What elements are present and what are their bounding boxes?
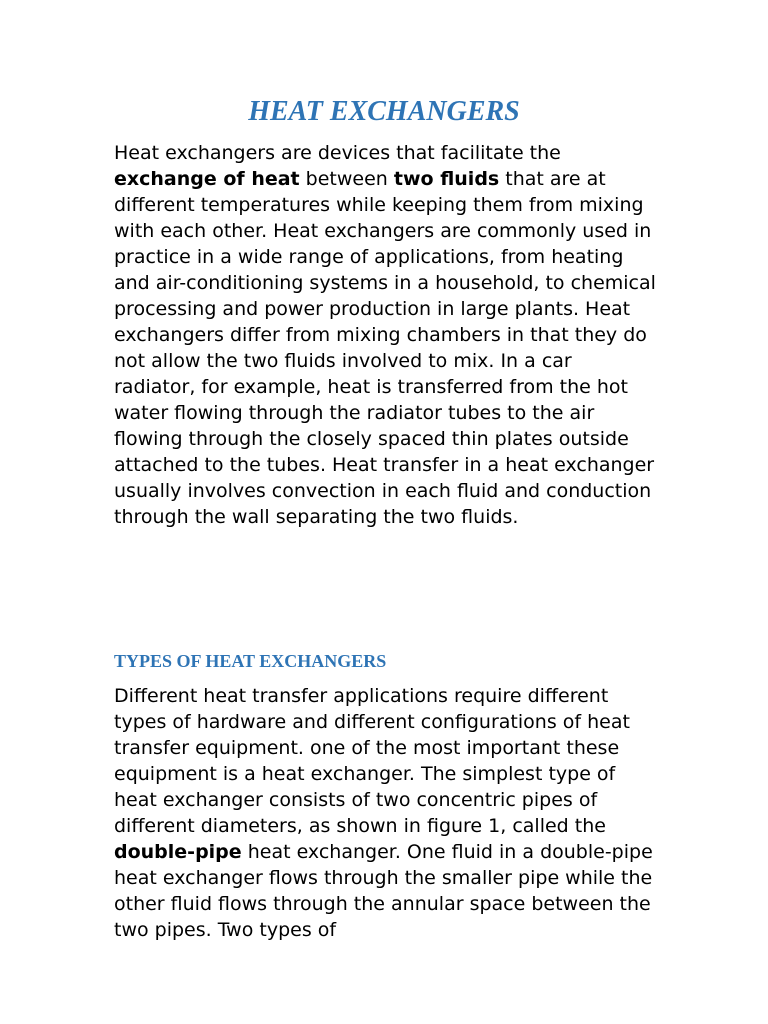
document-title: HEAT EXCHANGERS [248, 96, 520, 127]
text-run: that are at different temperatures while keeping them from mixing with each other. Heat exchangers are commonly used in practice in a wide range of applications, from heating and air-conditioning systems in a household, to chemical processing and power production in large plants. Heat exchangers differ from mixing chambers in that they do not allow the two fluids involved to mix. In a car radiator, for example, heat is transferred from the hot water flowing through the radiator tubes to the air flowing through the closely spaced thin plates outside attached to the tubes. Heat transfer in a heat exchanger usually involves convection in each fluid and conduction through the wall separating the two fluids. [114, 168, 656, 528]
text-run: Different heat transfer applications require different types of hardware and different configurations of heat transfer equipment. one of the most important these equipment is a heat exchanger. The simplest type of heat exchanger consists of two concentric pipes of different diameters, as shown in figure 1, called the [114, 685, 630, 837]
bold-text: two fluids [393, 168, 500, 190]
text-run: between [299, 168, 394, 190]
section-heading: TYPES OF HEAT EXCHANGERS [114, 651, 387, 671]
text-run: Heat exchangers are devices that facilitate the [114, 142, 561, 164]
types-paragraph [114, 683, 659, 943]
text-run: heat exchanger. One fluid in a double-pipe heat exchanger flows through the smaller pipe while the other fluid flows through the annular space between the two pipes. Two types of [114, 841, 653, 941]
bold-text: exchange of heat [114, 168, 300, 190]
intro-paragraph [114, 140, 659, 530]
bold-text: double-pipe [114, 841, 242, 863]
